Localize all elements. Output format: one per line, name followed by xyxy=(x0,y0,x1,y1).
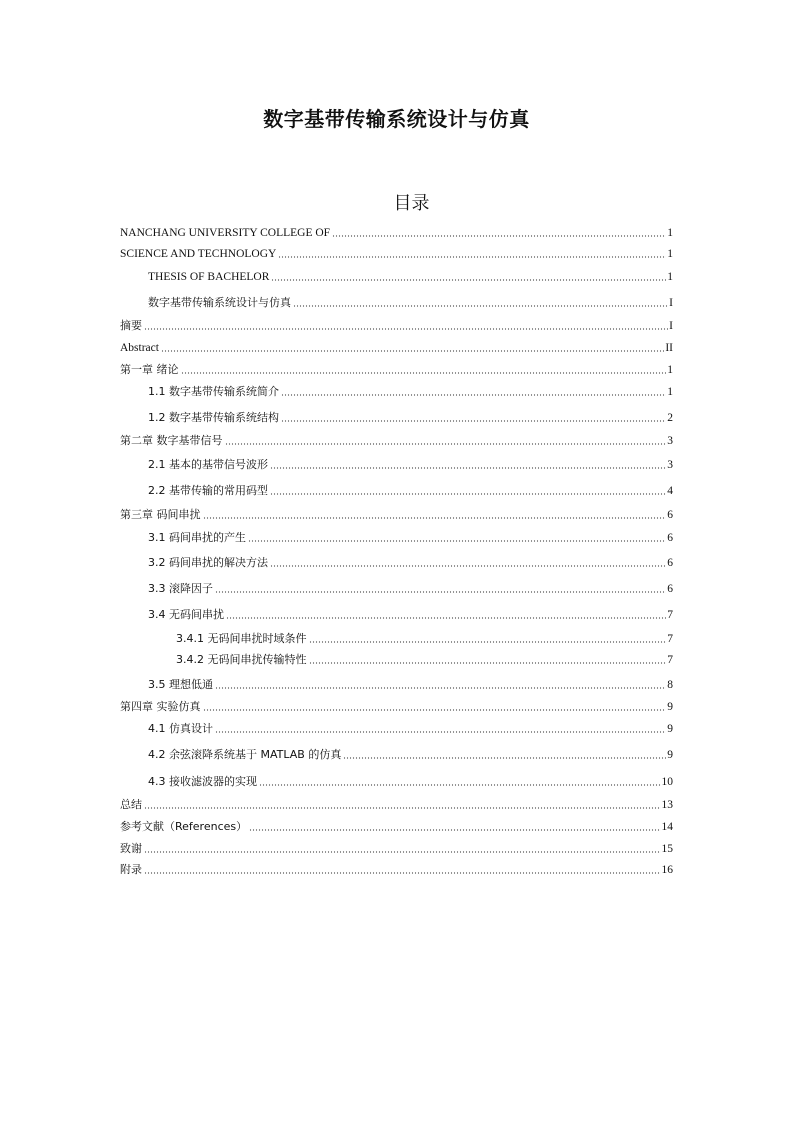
toc-entry-page: 9 xyxy=(667,749,673,761)
toc-entry[interactable] xyxy=(120,432,673,448)
toc-entry-page: I xyxy=(669,320,673,332)
toc-leader-dots xyxy=(259,784,661,786)
toc-entry-title: 3.4 无码间串扰 xyxy=(148,608,224,621)
toc-entry-page: I xyxy=(669,297,673,309)
toc-entry-page: 3 xyxy=(667,435,673,447)
toc-entry-title: 3.4.2 无码间串扰传输特性 xyxy=(176,653,307,666)
toc-entry-title: 1.1 数字基带传输系统简介 xyxy=(148,385,279,398)
toc-entry-title: SCIENCE AND TECHNOLOGY xyxy=(120,248,277,260)
toc-entry[interactable] xyxy=(148,720,673,736)
toc-entry-page: 6 xyxy=(667,583,673,595)
toc-entry[interactable] xyxy=(148,529,673,545)
toc-entry[interactable] xyxy=(148,606,673,622)
toc-leader-dots xyxy=(226,617,666,619)
toc-entry-title: 总结 xyxy=(120,798,142,811)
toc-leader-dots xyxy=(281,420,666,422)
toc-entry[interactable] xyxy=(148,482,673,498)
toc-leader-dots xyxy=(215,687,666,689)
toc-leader-dots xyxy=(343,757,666,759)
toc-entry[interactable] xyxy=(120,339,673,355)
toc-leader-dots xyxy=(309,662,667,664)
toc-entry-title: 3.2 码间串扰的解决方法 xyxy=(148,556,268,569)
toc-entry[interactable] xyxy=(148,409,673,425)
toc-entry[interactable] xyxy=(120,317,673,333)
toc-leader-dots xyxy=(270,493,666,495)
toc-entry-page: 6 xyxy=(667,509,673,521)
toc-entry-page: 8 xyxy=(667,679,673,691)
toc-leader-dots xyxy=(332,235,666,237)
toc-leader-dots xyxy=(161,350,664,352)
toc-leader-dots xyxy=(144,872,661,874)
toc-entry-title: 数字基带传输系统设计与仿真 xyxy=(148,296,291,309)
toc-entry-title: 4.2 余弦滚降系统基于 MATLAB 的仿真 xyxy=(148,748,342,761)
toc-entry[interactable] xyxy=(120,506,673,522)
toc-entry-title: Abstract xyxy=(120,342,159,354)
toc-entry[interactable] xyxy=(148,294,673,310)
toc-entry-title: 1.2 数字基带传输系统结构 xyxy=(148,411,279,424)
toc-entry-page: II xyxy=(665,342,673,354)
toc-entry[interactable] xyxy=(148,383,673,399)
toc-leader-dots xyxy=(270,467,666,469)
toc-entry-title: 第二章 数字基带信号 xyxy=(120,434,223,447)
toc-leader-dots xyxy=(215,591,666,593)
toc-entry-page: 7 xyxy=(667,633,673,645)
toc-entry[interactable] xyxy=(176,630,673,646)
toc-entry[interactable] xyxy=(120,861,673,877)
toc-entry[interactable] xyxy=(120,361,673,377)
toc-entry-title: 致谢 xyxy=(120,842,142,855)
toc-entry-page: 6 xyxy=(667,532,673,544)
toc-leader-dots xyxy=(248,540,666,542)
toc-entry[interactable] xyxy=(120,818,673,834)
toc-leader-dots xyxy=(203,709,667,711)
toc-entry-title: 第三章 码间串扰 xyxy=(120,508,201,521)
toc-entry-title: 摘要 xyxy=(120,319,142,332)
toc-entry-page: 1 xyxy=(667,248,673,260)
toc-leader-dots xyxy=(225,443,667,445)
toc-entry[interactable] xyxy=(148,746,673,762)
toc-entry[interactable] xyxy=(120,840,673,856)
document-title: 数字基带传输系统设计与仿真 xyxy=(263,107,530,131)
toc-entry-page: 15 xyxy=(661,843,673,855)
toc-entry-page: 13 xyxy=(661,799,673,811)
toc-entry-title: 第一章 绪论 xyxy=(120,363,179,376)
toc-entry-page: 9 xyxy=(667,701,673,713)
toc-entry-page: 7 xyxy=(667,609,673,621)
toc-leader-dots xyxy=(144,328,668,330)
toc-entry[interactable] xyxy=(120,698,673,714)
toc-entry[interactable] xyxy=(148,676,673,692)
toc-entry[interactable] xyxy=(120,245,673,261)
toc-entry-title: NANCHANG UNIVERSITY COLLEGE OF xyxy=(120,227,331,239)
toc-entry-title: 2.2 基带传输的常用码型 xyxy=(148,484,268,497)
toc-leader-dots xyxy=(270,565,666,567)
toc-entry-title: 4.1 仿真设计 xyxy=(148,722,213,735)
toc-entry[interactable] xyxy=(176,651,673,667)
toc-entry-title: 参考文献（References） xyxy=(120,820,248,833)
toc-entry[interactable] xyxy=(148,456,673,472)
toc-entry-page: 1 xyxy=(667,271,673,283)
toc-entry-page: 7 xyxy=(667,654,673,666)
toc-leader-dots xyxy=(215,731,666,733)
toc-entry-title: 3.4.1 无码间串扰时域条件 xyxy=(176,632,307,645)
toc-leader-dots xyxy=(203,517,667,519)
toc-entry-page: 1 xyxy=(667,227,673,239)
toc-entry-page: 2 xyxy=(667,412,673,424)
toc-entry-title: THESIS OF BACHELOR xyxy=(148,271,270,283)
toc-entry-title: 2.1 基本的基带信号波形 xyxy=(148,458,268,471)
toc-entry-title: 4.3 接收滤波器的实现 xyxy=(148,775,257,788)
toc-leader-dots xyxy=(249,829,660,831)
toc-leader-dots xyxy=(278,256,666,258)
toc-entry-page: 6 xyxy=(667,557,673,569)
toc-entry-title: 附录 xyxy=(120,863,142,876)
toc-entry-page: 14 xyxy=(661,821,673,833)
toc-leader-dots xyxy=(293,305,668,307)
toc-entry-page: 10 xyxy=(661,776,673,788)
toc-entry-page: 4 xyxy=(667,485,673,497)
toc-entry[interactable] xyxy=(148,554,673,570)
toc-heading: 目录 xyxy=(393,193,430,214)
toc-entry[interactable] xyxy=(120,224,673,240)
toc-leader-dots xyxy=(271,279,666,281)
toc-leader-dots xyxy=(309,641,667,643)
toc-entry-title: 3.3 滚降因子 xyxy=(148,582,213,595)
toc-entry-title: 3.5 理想低通 xyxy=(148,678,213,691)
toc-leader-dots xyxy=(181,372,667,374)
toc-entry-page: 9 xyxy=(667,723,673,735)
toc-entry-page: 1 xyxy=(667,386,673,398)
toc-leader-dots xyxy=(144,851,661,853)
toc-entry-page: 3 xyxy=(667,459,673,471)
toc-entry-title: 第四章 实验仿真 xyxy=(120,700,201,713)
toc-entry[interactable] xyxy=(148,580,673,596)
toc-entry-page: 1 xyxy=(667,364,673,376)
toc-leader-dots xyxy=(281,394,666,396)
toc-entry-page: 16 xyxy=(661,864,673,876)
toc-entry[interactable] xyxy=(148,773,673,789)
toc-entry[interactable] xyxy=(148,268,673,284)
toc-entry-title: 3.1 码间串扰的产生 xyxy=(148,531,246,544)
toc-leader-dots xyxy=(144,807,661,809)
toc-entry[interactable] xyxy=(120,796,673,812)
